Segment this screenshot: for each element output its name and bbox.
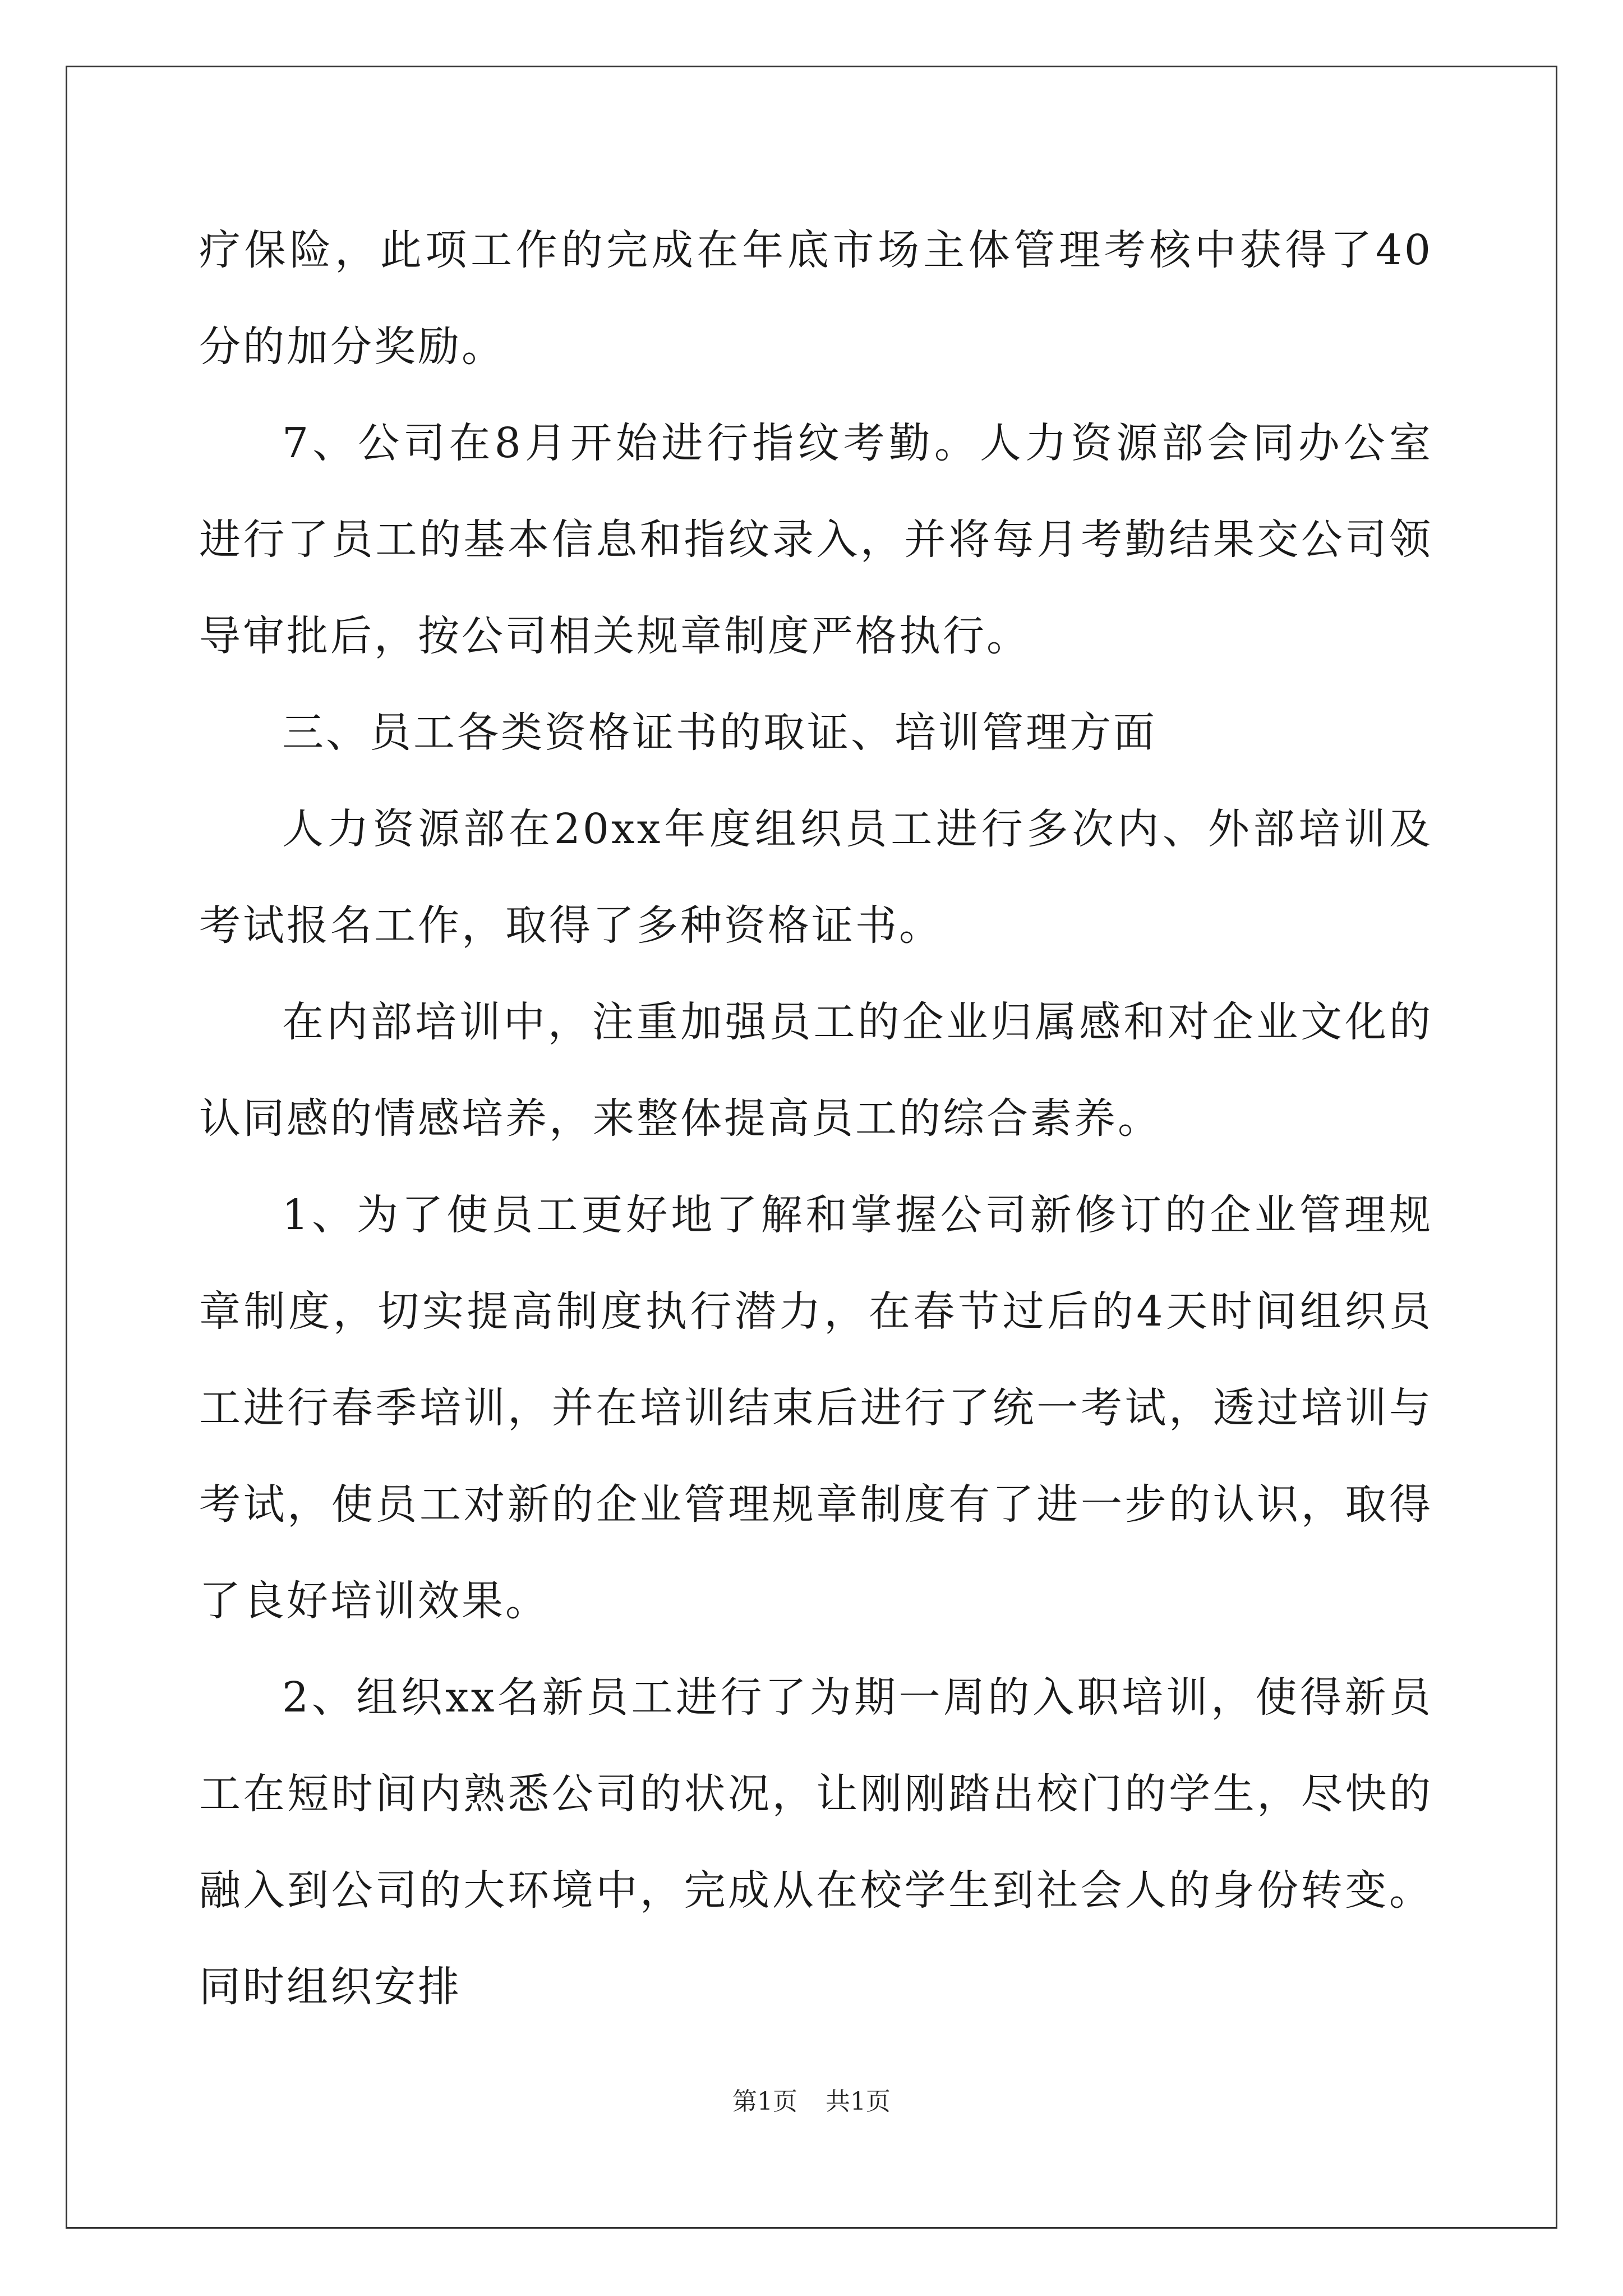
paragraph-1: 疗保险，此项工作的完成在年底市场主体管理考核中获得了40分的加分奖励。 xyxy=(199,226,1433,371)
document-body xyxy=(199,202,1433,2035)
page-total: 共1页 xyxy=(826,2087,891,2116)
paragraph-5: 1、为了使员工更好地了解和掌握公司新修订的企业管理规章制度，切实提高制度执行潜力，在春节过后的4天时间组织员工进行春季培训，并在培训结束后进行了统一考试，透过培训与考试，使员工对新的企业管理规章制度有了进一步的认识，取得了良好培训效果。 xyxy=(199,1191,1433,1625)
page-footer xyxy=(0,2081,1623,2117)
paragraph-6: 2、组织xx名新员工进行了为期一周的入职培训，使得新员工在短时间内熟悉公司的状况，让刚刚踏出校门的学生，尽快的融入到公司的大环境中，完成从在校学生到社会人的身份转变。同时组织安排 xyxy=(199,1673,1433,2011)
section-heading: 三、员工各类资格证书的取证、培训管理方面 xyxy=(282,708,1157,757)
paragraph-2: 7、公司在8月开始进行指纹考勤。人力资源部会同办公室进行了员工的基本信息和指纹录入，并将每月考勤结果交公司领导审批后，按公司相关规章制度严格执行。 xyxy=(199,419,1433,660)
page-number: 第1页 xyxy=(732,2087,797,2116)
paragraph-4: 在内部培训中，注重加强员工的企业归属感和对企业文化的认同感的情感培养，来整体提高员工的综合素养。 xyxy=(199,998,1433,1143)
paragraph-3: 人力资源部在20xx年度组织员工进行多次内、外部培训及考试报名工作，取得了多种资格证书。 xyxy=(199,805,1433,950)
